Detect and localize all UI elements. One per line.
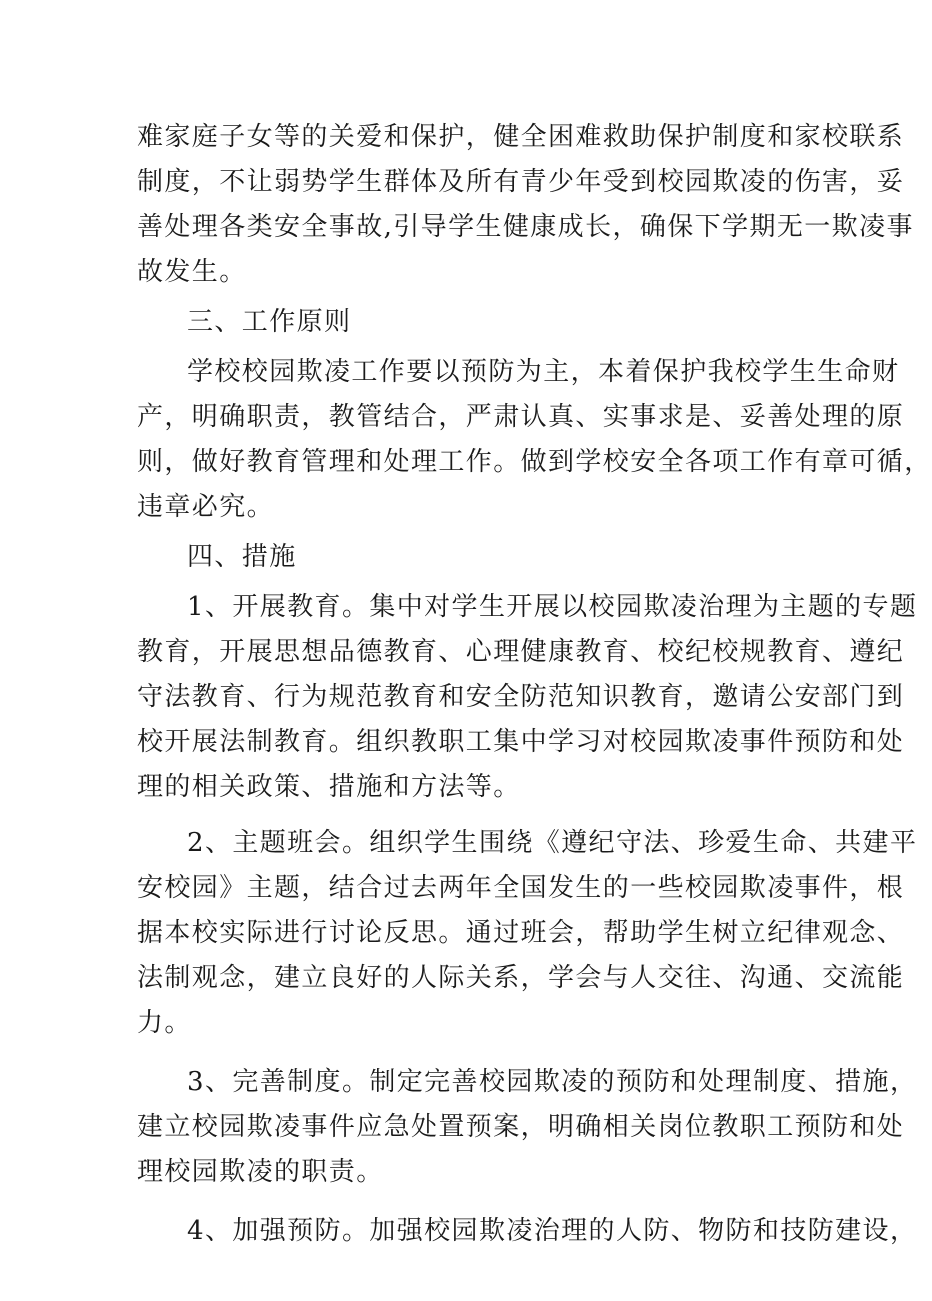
paragraph-care-protection — [137, 115, 914, 295]
text-line: 理的相关政策、措施和方法等。 — [137, 772, 521, 802]
text-line: 则，做好教育管理和处理工作。做到学校安全各项工作有章可循， — [137, 447, 932, 477]
document-body — [137, 115, 932, 1254]
text-line: 违章必究。 — [137, 492, 275, 522]
paragraph-work-principles — [137, 350, 932, 530]
text-line: 守法教育、行为规范教育和安全防范知识教育，邀请公安部门到 — [137, 682, 905, 712]
text-line: 故发生。 — [137, 257, 247, 287]
measure-improve-system — [137, 1060, 918, 1195]
text-line: 教育，开展思想品德教育、心理健康教育、校纪校规教育、遵纪 — [137, 637, 905, 667]
text-line: 校开展法制教育。组织教职工集中学习对校园欺凌事件预防和处 — [137, 727, 905, 757]
text-line: 难家庭子女等的关爱和保护，健全困难救助保护制度和家校联系 — [137, 122, 905, 152]
section-heading-measures: 四、措施 — [187, 542, 297, 572]
text-line: 力。 — [137, 1008, 192, 1038]
measure-class-meeting — [137, 821, 918, 1046]
text-line: 善处理各类安全事故,引导学生健康成长，确保下学期无一欺凌事 — [137, 212, 914, 242]
text-line: 4、加强预防。加强校园欺凌治理的人防、物防和技防建设， — [187, 1216, 918, 1246]
text-line: 2、主题班会。组织学生围绕《遵纪守法、珍爱生命、共建平 — [187, 828, 918, 858]
measure-prevention — [137, 1209, 918, 1254]
text-line: 安校园》主题，结合过去两年全国发生的一些校园欺凌事件，根 — [137, 873, 905, 903]
text-line: 学校校园欺凌工作要以预防为主，本着保护我校学生生命财 — [187, 357, 900, 387]
text-line: 1、开展教育。集中对学生开展以校园欺凌治理为主题的专题 — [187, 592, 918, 622]
text-line: 产，明确职责，教管结合，严肃认真、实事求是、妥善处理的原 — [137, 402, 905, 432]
text-line: 3、完善制度。制定完善校园欺凌的预防和处理制度、措施， — [187, 1067, 918, 1097]
text-line: 建立校园欺凌事件应急处置预案，明确相关岗位教职工预防和处 — [137, 1112, 905, 1142]
section-heading-work-principles: 三、工作原则 — [187, 307, 352, 337]
text-line: 法制观念，建立良好的人际关系，学会与人交往、沟通、交流能 — [137, 963, 905, 993]
text-line: 制度，不让弱势学生群体及所有青少年受到校园欺凌的伤害，妥 — [137, 167, 905, 197]
text-line: 据本校实际进行讨论反思。通过班会，帮助学生树立纪律观念、 — [137, 918, 905, 948]
text-line: 理校园欺凌的职责。 — [137, 1157, 384, 1187]
measure-education — [137, 585, 918, 810]
